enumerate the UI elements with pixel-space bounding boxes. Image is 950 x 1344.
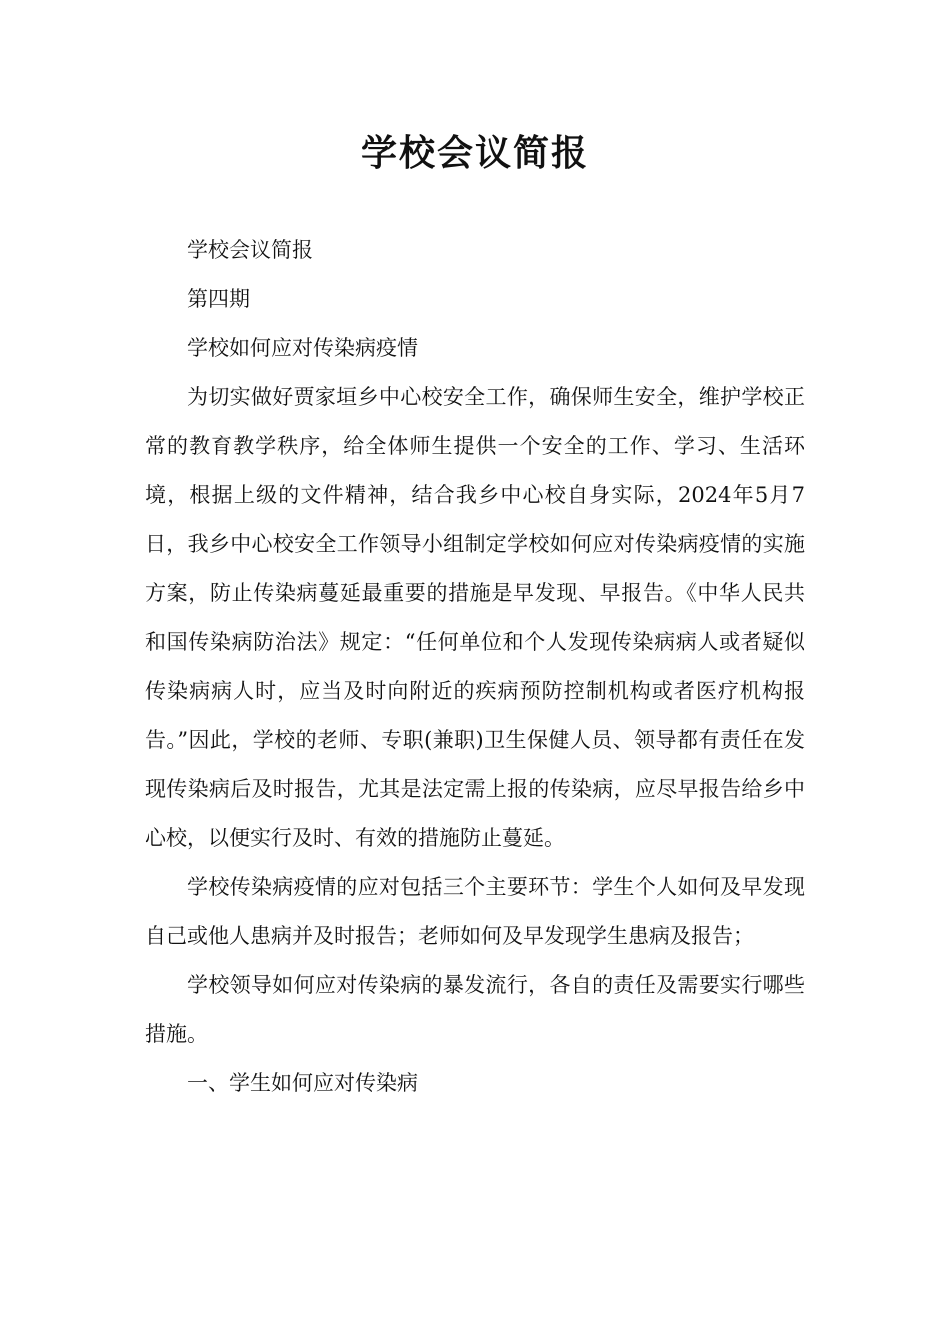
section-heading-students: 一、学生如何应对传染病 [187, 1071, 418, 1095]
document-title: 学校会议简报 [360, 133, 589, 174]
document-body [145, 226, 805, 1108]
paragraph-topic: 学校如何应对传染病疫情 [187, 336, 418, 360]
paragraph-introduction: 为切实做好贾家垣乡中心校安全工作，确保师生安全，维护学校正常的教育教学秩序，给全体师生提供一个安全的工作、学习、生活环境，根据上级的文件精神，结合我乡中心校自身实际，2024年5月7日，我乡中心校安全工作领导小组制定学校如何应对传染病疫情的实施方案，防止传染病蔓延最重要的措施是早发现、早报告。《中华人民共和国传染病防治法》规定：“任何单位和个人发现传染病病人或者疑似传染病病人时，应当及时向附近的疾病预防控制机构或者医疗机构报告。”因此，学校的老师、专职(兼职)卫生保健人员、领导都有责任在发现传染病后及时报告，尤其是法定需上报的传染病，应尽早报告给乡中心校，以便实行及时、有效的措施防止蔓延。 [145, 385, 805, 850]
paragraph-leadership-duties: 学校领导如何应对传染病的暴发流行，各自的责任及需要实行哪些措施。 [145, 973, 805, 1046]
paragraph-heading-name: 学校会议简报 [187, 238, 313, 262]
paragraph-response-stages: 学校传染病疫情的应对包括三个主要环节：学生个人如何及早发现自己或他人患病并及时报告；老师如何及早发现学生患病及报告； [145, 875, 805, 948]
paragraph-issue-number: 第四期 [187, 287, 250, 311]
